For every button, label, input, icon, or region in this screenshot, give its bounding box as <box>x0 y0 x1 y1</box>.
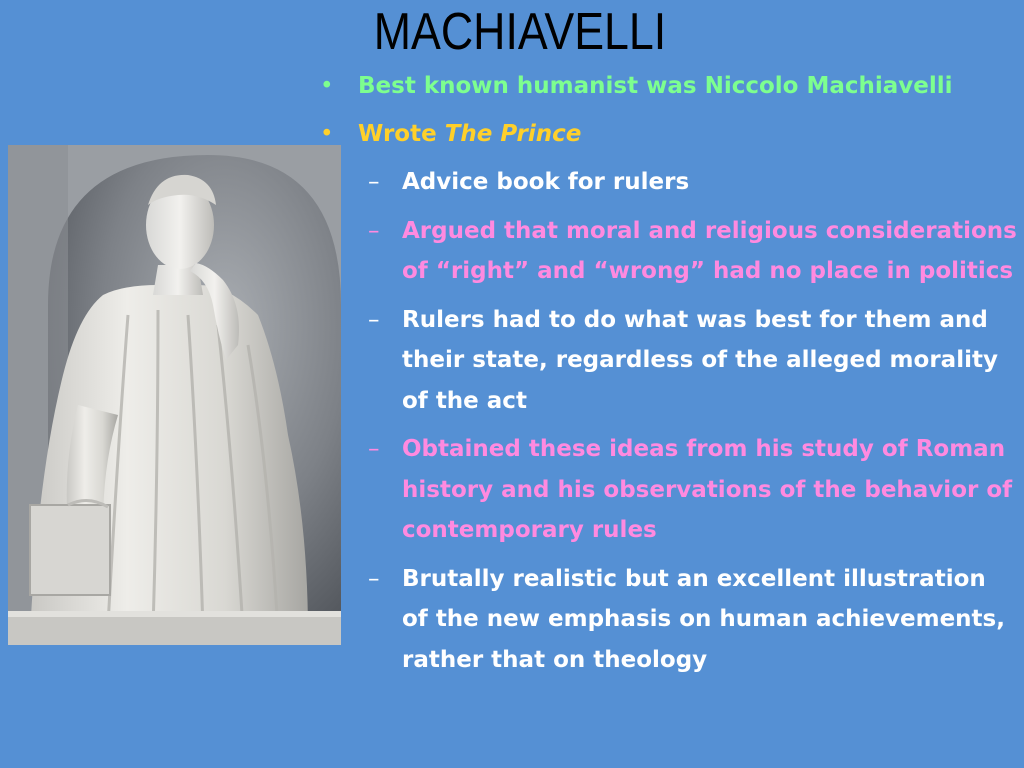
sub-bullet-item <box>312 429 1017 551</box>
sub-bullet-marker: – <box>368 306 380 333</box>
sub-bullet-text: Obtained these ideas from his study of Roman history and his observations of the behavior of contemporary rules <box>402 436 1013 543</box>
slide-title: MACHIAVELLI <box>373 3 667 61</box>
sub-bullet-text: Argued that moral and religious considerations of “right” and “wrong” had no place in politics <box>402 217 1017 284</box>
sub-bullet-item <box>312 162 1017 203</box>
statue-illustration <box>8 145 341 645</box>
sub-bullet-text: Advice book for rulers <box>402 169 690 195</box>
sub-bullet-item <box>312 300 1017 422</box>
sub-bullet-item <box>312 211 1017 292</box>
bullet-text: Wrote <box>358 121 445 147</box>
sub-bullet-marker: – <box>368 436 380 462</box>
bullet-marker: • <box>320 73 334 99</box>
sub-bullet-marker: – <box>368 565 380 592</box>
sub-bullet-marker: – <box>368 217 380 244</box>
book-title-italic: The Prince <box>444 121 582 147</box>
bullet-marker: • <box>320 121 334 147</box>
sub-bullet-text: Brutally realistic but an excellent illustration of the new emphasis on human achievements, rather that on theology <box>402 565 1005 673</box>
sub-bullet-text: Rulers had to do what was best for them and their state, regardless of the alleged morality of the act <box>402 306 998 414</box>
sub-bullet-marker: – <box>368 169 380 195</box>
bullet-item <box>312 66 1017 114</box>
bullet-item <box>312 114 1017 162</box>
statue-photo <box>8 145 341 645</box>
sub-bullet-item <box>312 559 1017 681</box>
bullet-text: Best known humanist was Niccolo Machiavelli <box>358 73 953 99</box>
bullet-list <box>312 66 1017 688</box>
